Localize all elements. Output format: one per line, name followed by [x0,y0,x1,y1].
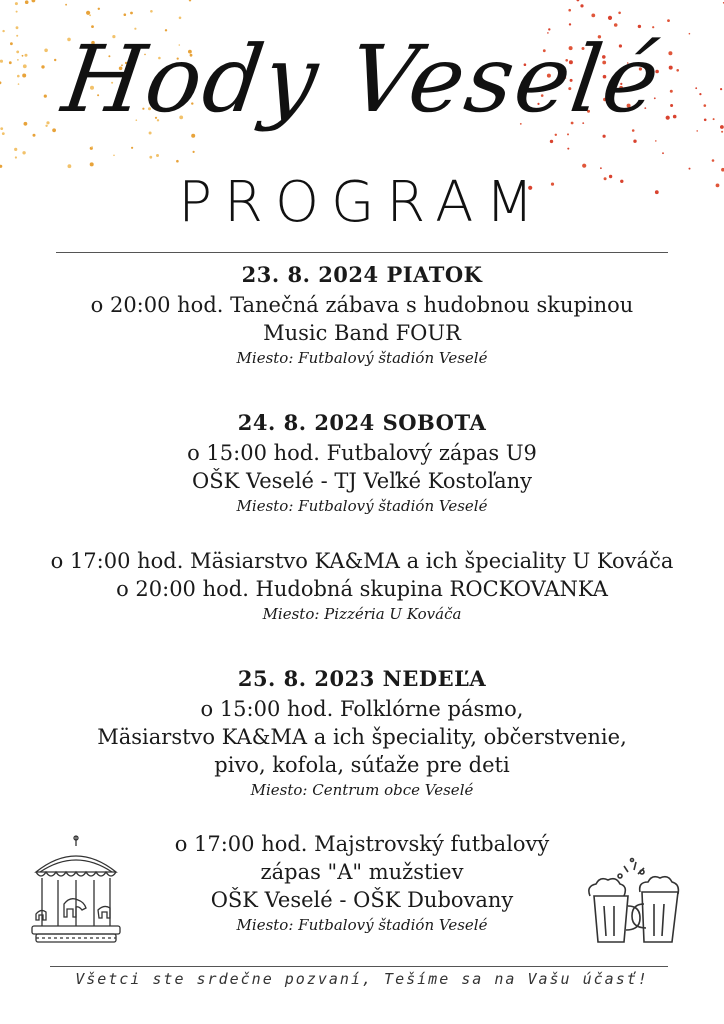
confetti-dot [15,156,17,158]
confetti-dot [156,154,159,157]
confetti-dot [130,12,133,15]
event-line: OŠK Veselé - TJ Veľké Kostoľany [192,469,532,493]
event-line: o 15:00 hod. Futbalový zápas U9 [187,441,537,465]
confetti-dot [131,147,133,149]
confetti-dot [65,4,67,6]
confetti-dot [90,162,94,166]
event-line: zápas "A" mužstiev [260,860,464,884]
confetti-dot [15,2,18,5]
confetti-dot [550,140,553,143]
confetti-dot [655,140,657,142]
confetti-dot [600,167,602,169]
event-place: Miesto: Futbalový štadión Veselé [236,349,488,367]
day-section-2 [0,410,724,517]
confetti-dot [720,125,724,129]
confetti-dot [22,151,25,154]
confetti-dot [150,10,153,13]
confetti-dot [603,135,606,138]
footer-invitation: Všetci ste srdečne pozvaní, Tešíme sa na Vašu účasť! [75,970,649,988]
confetti-dot [662,152,664,154]
confetti-dot [2,30,4,32]
confetti-dot [568,9,571,12]
day-section-1 [0,262,724,369]
confetti-dot [608,16,612,20]
confetti-dot [582,164,586,168]
title-script: Hody Veselé [56,26,668,133]
divider-top [56,252,668,253]
confetti-dot [113,155,115,157]
confetti-dot [712,159,715,162]
day-heading: 24. 8. 2024 SOBOTA [237,410,487,435]
confetti-dot [124,13,127,16]
confetti-dot [68,164,72,168]
event-place: Miesto: Futbalový štadión Veselé [236,916,488,934]
event-place: Miesto: Futbalový štadión Veselé [236,497,488,515]
confetti-dot [32,0,36,2]
event-line: pivo, kofola, súťaže pre deti [214,753,510,777]
confetti-dot [33,134,36,137]
confetti-dot [86,11,90,15]
confetti-dot [149,156,152,159]
confetti-dot [193,151,195,153]
confetti-dot [98,8,100,10]
confetti-dot [89,14,91,16]
confetti-dot [577,0,580,1]
divider-bottom [50,966,668,967]
confetti-dot [176,160,179,163]
confetti-dot [721,131,723,133]
confetti-dot [179,17,182,20]
event-line: Music Band FOUR [263,321,461,345]
event-line: o 17:00 hod. Mäsiarstvo KA&MA a ich špeciality U Kováča [50,549,674,573]
confetti-dot [667,19,670,22]
confetti-dot [189,0,191,2]
carousel-icon [28,834,124,952]
confetti-dot [567,148,569,150]
day-section-3 [0,666,724,801]
confetti-dot [191,134,195,138]
confetti-dot [580,4,583,7]
confetti-dot [633,140,636,143]
confetti-dot [567,133,569,135]
confetti-dot [25,0,29,4]
event-line: Mäsiarstvo KA&MA a ich špeciality, občerstvenie, [97,725,627,749]
confetti-dot [0,165,2,168]
event-line: o 15:00 hod. Folklórne pásmo, [200,697,524,721]
confetti-dot [91,146,93,148]
title-program: PROGRAM [178,170,546,235]
day-heading: 25. 8. 2023 NEDEĽA [237,666,487,691]
event-line: o 17:00 hod. Majstrovský futbalový [174,832,550,856]
confetti-dot [16,11,18,13]
beer-mugs-icon [580,856,690,948]
event-place: Miesto: Centrum obce Veselé [250,781,474,799]
event-line: o 20:00 hod. Tanečná zábava s hudobnou skupinou [90,293,634,317]
event-line: o 20:00 hod. Hudobná skupina ROCKOVANKA [116,577,608,601]
event-place: Miesto: Pizzéria U Kováča [262,605,462,623]
confetti-dot [14,148,17,151]
confetti-dot [555,134,557,136]
confetti-dot [591,14,595,18]
event-line: OŠK Veselé - OŠK Dubovany [210,888,514,912]
event-block [0,547,724,625]
confetti-dot [618,12,621,15]
day-heading: 23. 8. 2024 PIATOK [241,262,483,287]
